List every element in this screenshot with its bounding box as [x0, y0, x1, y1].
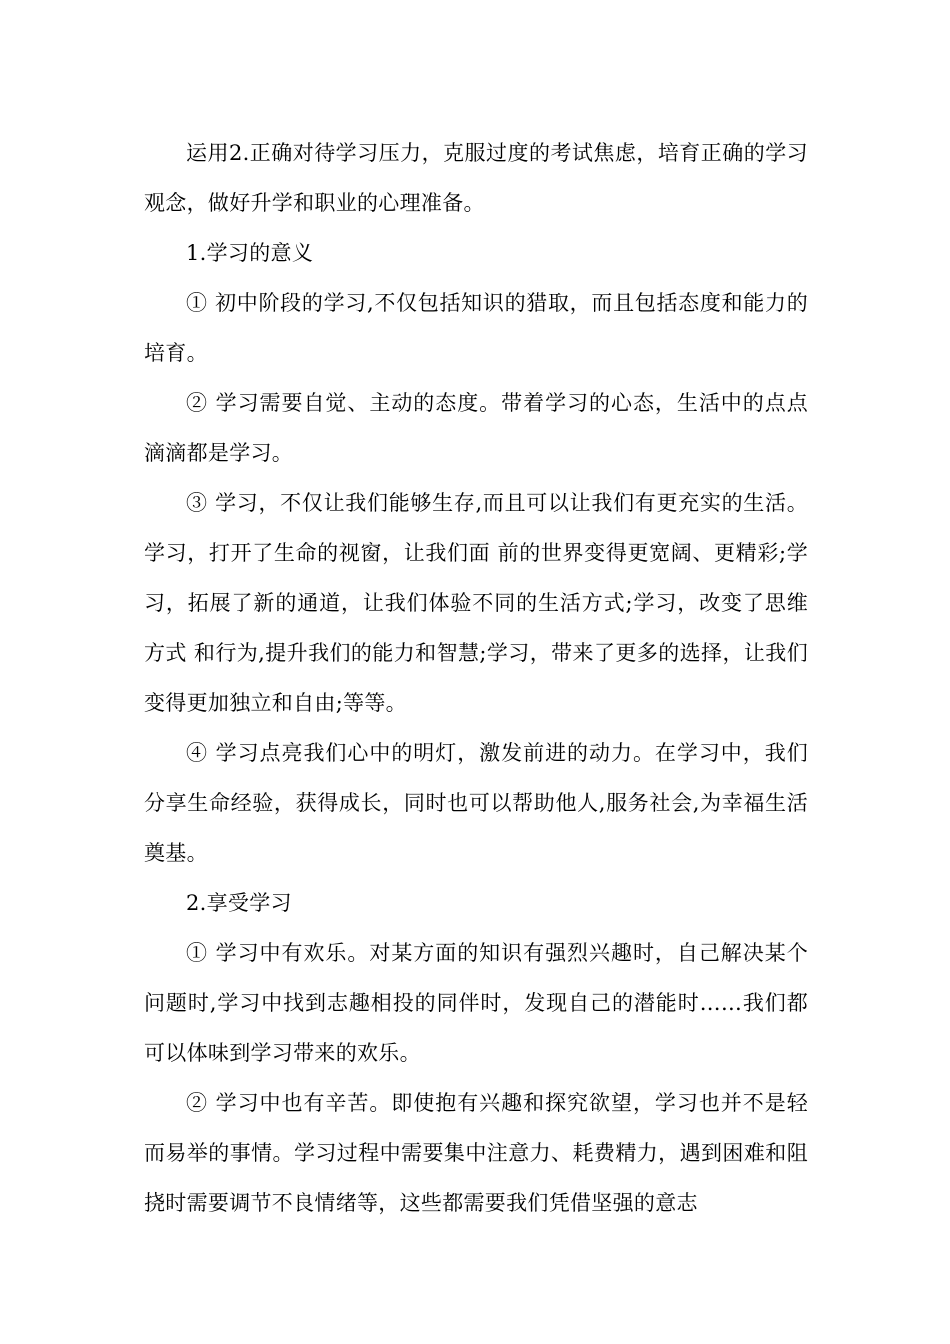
- paragraph-meaning-1: ① 初中阶段的学习,不仅包括知识的猎取，而且包括态度和能力的培育。: [144, 291, 808, 365]
- paragraph-enjoy-1: ① 学习中有欢乐。对某方面的知识有强烈兴趣时，自己解决某个问题时,学习中找到志趣相投的同伴时，发现自己的潜能时……我们都可以体味到学习带来的欢乐。: [144, 941, 808, 1065]
- paragraph-intro: 运用2.正确对待学习压力，克服过度的考试焦虑，培育正确的学习观念，做好升学和职业的心理准备。: [144, 141, 808, 215]
- paragraph-meaning-2: ② 学习需要自觉、主动的态度。带着学习的心态，生活中的点点滴滴都是学习。: [144, 391, 808, 465]
- paragraph-meaning-4: ④ 学习点亮我们心中的明灯，激发前进的动力。在学习中，我们分享生命经验，获得成长，同时也可以帮助他人,服务社会,为幸福生活奠基。: [144, 741, 808, 865]
- document-body: [144, 128, 808, 1228]
- section-heading-enjoy: 2.享受学习: [186, 891, 292, 915]
- paragraph-meaning-3: ③ 学习，不仅让我们能够生存,而且可以让我们有更充实的生活。学习，打开了生命的视窗，让我们面 前的世界变得更宽阔、更精彩;学习，拓展了新的通道，让我们体验不同的生活方式;学习，改变了思维方式 和行为,提升我们的能力和智慧;学习，带来了更多的选择，让我们变得更加独立和自由;等等。: [144, 491, 808, 715]
- section-heading-meaning: 1.学习的意义: [186, 241, 314, 265]
- paragraph-enjoy-2: ② 学习中也有辛苦。即使抱有兴趣和探究欲望，学习也并不是轻而易举的事情。学习过程中需要集中注意力、耗费精力，遇到困难和阻挠时需要调节不良情绪等，这些都需要我们凭借坚强的意志: [144, 1091, 808, 1215]
